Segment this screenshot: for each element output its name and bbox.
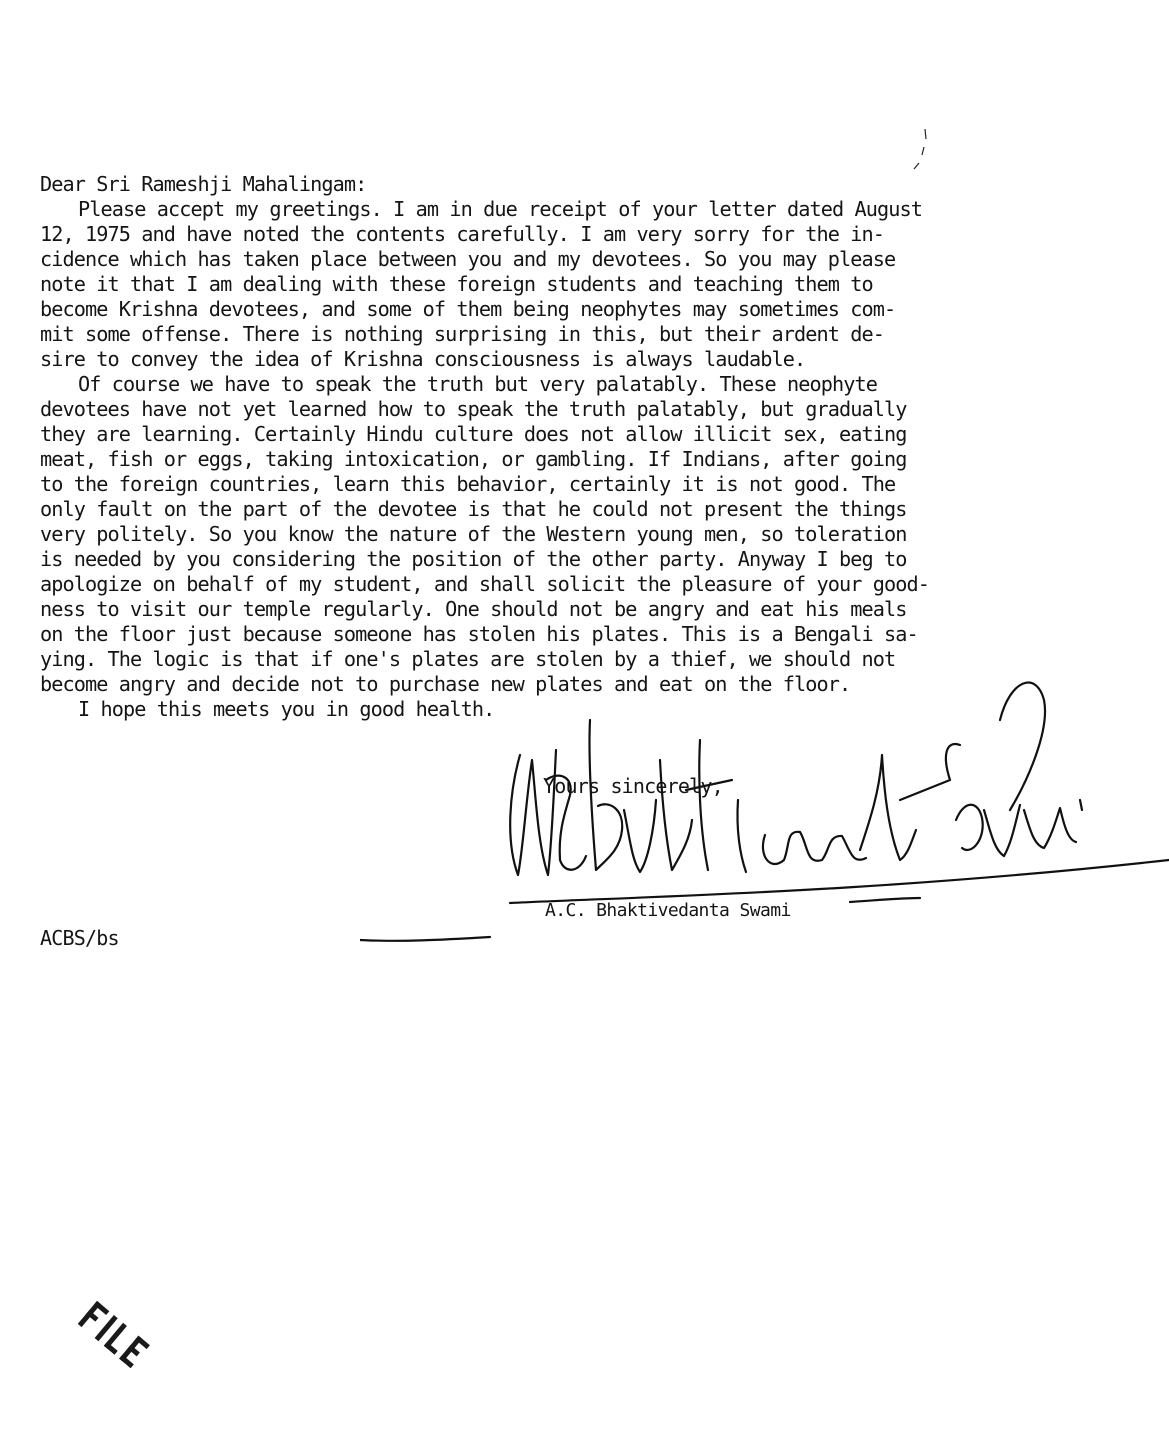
letter-line: Please accept my greetings. I am in due receipt of your letter dated August (78, 197, 923, 221)
pen-mark (905, 125, 935, 175)
letter-line: mit some offense. There is nothing surprising in this, but their ardent de- (40, 322, 885, 346)
letter-line: note it that I am dealing with these foreign students and teaching them to (40, 272, 873, 296)
letter-body (40, 172, 1100, 722)
letter-line: I hope this meets you in good health. (78, 697, 495, 721)
letter-line: cidence which has taken place between you and my devotees. So you may please (40, 247, 896, 271)
letter-line: 12, 1975 and have noted the contents carefully. I am very sorry for the in- (40, 222, 885, 246)
letter-line: sire to convey the idea of Krishna consciousness is always laudable. (40, 347, 806, 371)
letter-line: ness to visit our temple regularly. One should not be angry and eat his meals (40, 597, 907, 621)
file-stamp (55, 1300, 155, 1370)
salutation: Dear Sri Rameshji Mahalingam: (40, 172, 367, 196)
letter-line: become angry and decide not to purchase new plates and eat on the floor. (40, 672, 851, 696)
letter-line: they are learning. Certainly Hindu culture does not allow illicit sex, eating (40, 422, 907, 446)
letter-line: is needed by you considering the position of the other party. Anyway I beg to (40, 547, 907, 571)
letter-line: on the floor just because someone has stolen his plates. This is a Bengali sa- (40, 622, 918, 646)
closing: Yours sincerely, (543, 774, 723, 798)
reference-initials: ACBS/bs (40, 926, 119, 950)
letter-line: only fault on the part of the devotee is that he could not present the things (40, 497, 907, 521)
letter-line: to the foreign countries, learn this behavior, certainly it is not good. The (40, 472, 896, 496)
letter-line: very politely. So you know the nature of the Western young men, so toleration (40, 522, 907, 546)
letter-line: apologize on behalf of my student, and shall solicit the pleasure of your good- (40, 572, 930, 596)
letter-line: Of course we have to speak the truth but very palatably. These neophyte (78, 372, 878, 396)
letter-line: ying. The logic is that if one's plates are stolen by a thief, we should not (40, 647, 896, 671)
letter-line: meat, fish or eggs, taking intoxication, or gambling. If Indians, after going (40, 447, 907, 471)
letter-line: become Krishna devotees, and some of them being neophytes may sometimes com- (40, 297, 896, 321)
handwritten-signature (360, 660, 1169, 960)
typed-name: A.C. Bhaktivedanta Swami (545, 900, 791, 921)
letter-line: devotees have not yet learned how to speak the truth palatably, but gradually (40, 397, 907, 421)
